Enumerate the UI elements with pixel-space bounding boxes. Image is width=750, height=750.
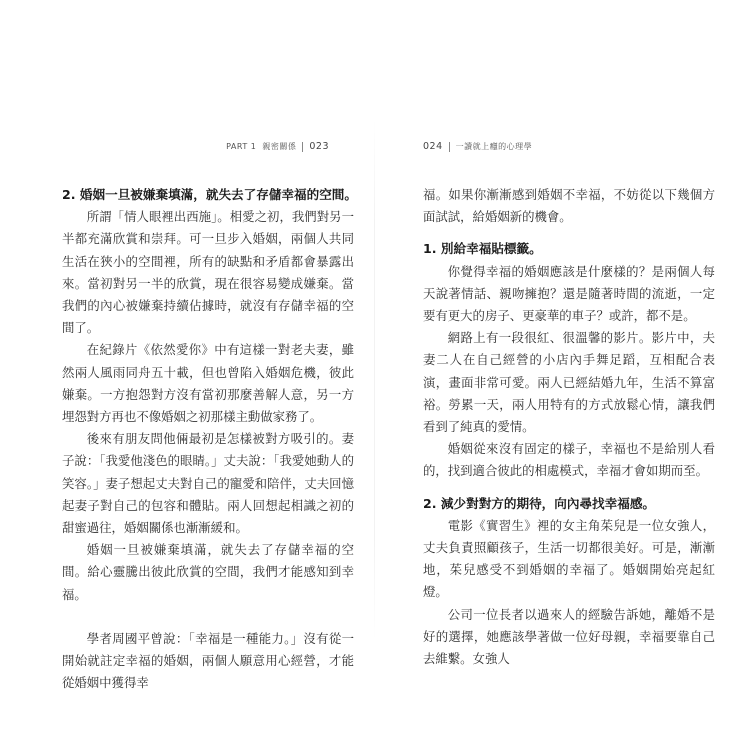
header-divider (302, 142, 303, 152)
section-heading: 1. 別給幸福貼標籤。 (423, 241, 542, 257)
part-label: PART 1 (226, 142, 257, 151)
paragraph: 學者周國平曾說：「幸福是一種能力。」沒有從一開始就註定幸福的婚姻，兩個人願意用心經營，才能從婚姻中獲得幸 (62, 630, 354, 691)
right-page (375, 0, 750, 750)
paragraph: 公司一位長者以過來人的經驗告訴她，離婚不是好的選擇，她應該學著做一位好母親，幸福要靠自己去維繫。女強人 (423, 606, 715, 667)
header-divider (449, 142, 450, 152)
book-title-label: 一讀就上癮的心理學 (455, 142, 533, 151)
paragraph: 婚姻一旦被嫌棄填滿，就失去了存儲幸福的空間。給心靈騰出彼此欣賞的空間，我們才能感知到幸福。 (62, 542, 354, 602)
paragraph: 在紀錄片《依然愛你》中有這樣一對老夫妻，雖然兩人風雨同舟五十載，但也曾陷入婚姻危機，彼此嫌棄。一方抱怨對方沒有當初那麼善解人意，另一方埋怨對方再也不像婚姻之初那樣主動做家務了。 (62, 342, 354, 425)
left-page-body (62, 184, 357, 694)
paragraph-gap (62, 606, 354, 628)
section-heading: 2. 減少對對方的期待，向內尋找幸福感。 (423, 495, 656, 511)
paragraph: 婚姻從來沒有固定的樣子，幸福也不是給別人看的，找到適合彼此的相處模式，幸福才會如期而至。 (423, 441, 715, 479)
paragraph-gap (423, 228, 715, 238)
right-page-header (423, 141, 532, 152)
paragraph: 後來有朋友問他倆最初是怎樣被對方吸引的。妻子說：「我愛他淺色的眼睛。」丈夫說：「我愛她動人的笑容。」妻子想起丈夫對自己的寵愛和陪伴，丈夫回憶起妻子對自己的包容和體貼。兩人回想起相識之初的甜蜜過往，婚姻關係也漸漸緩和。 (62, 431, 354, 536)
paragraph: 網路上有一段很紅、很溫馨的影片。影片中，夫妻二人在自己經營的小店內手舞足蹈，互相配合表演，畫面非常可愛。兩人已經結婚九年，生活不算富裕。勞累一天，兩人用特有的方式放鬆心情，讓我們看到了純真的愛情。 (423, 330, 715, 435)
paragraph: 你覺得幸福的婚姻應該是什麼樣的？是兩個人每天說著情話、親吻擁抱？還是隨著時間的流逝，一定要有更大的房子、更豪華的車子？或許，都不是。 (423, 263, 715, 324)
left-page-header (226, 141, 329, 152)
paragraph: 所謂「情人眼裡出西施」。相愛之初，我們對另一半都充滿欣賞和崇拜。可一旦步入婚姻，兩個人共同生活在狹小的空間裡，所有的缺點和矛盾都會暴露出來。當初對另一半的欣賞，現在很容易變成嫌棄。當我們的內心被嫌棄持續佔據時，就沒有存儲幸福的空間了。 (62, 209, 354, 336)
section-heading: 2. 婚姻一旦被嫌棄填滿，就失去了存儲幸福的空間。 (62, 187, 357, 202)
section-label: 親密關係 (262, 142, 297, 151)
paragraph: 電影《實習生》裡的女主角茱兒是一位女強人，丈夫負責照顧孩子，生活一切都很美好。可是，漸漸地，茱兒感受不到婚姻的幸福了。婚姻開始亮起紅燈。 (423, 517, 715, 600)
right-page-body (423, 184, 715, 670)
page-number: 023 (309, 141, 329, 152)
paragraph: 福。如果你漸漸感到婚姻不幸福，不妨從以下幾個方面試試，給婚姻新的機會。 (423, 187, 715, 225)
paragraph-gap (423, 483, 715, 493)
page-number: 024 (423, 141, 443, 152)
